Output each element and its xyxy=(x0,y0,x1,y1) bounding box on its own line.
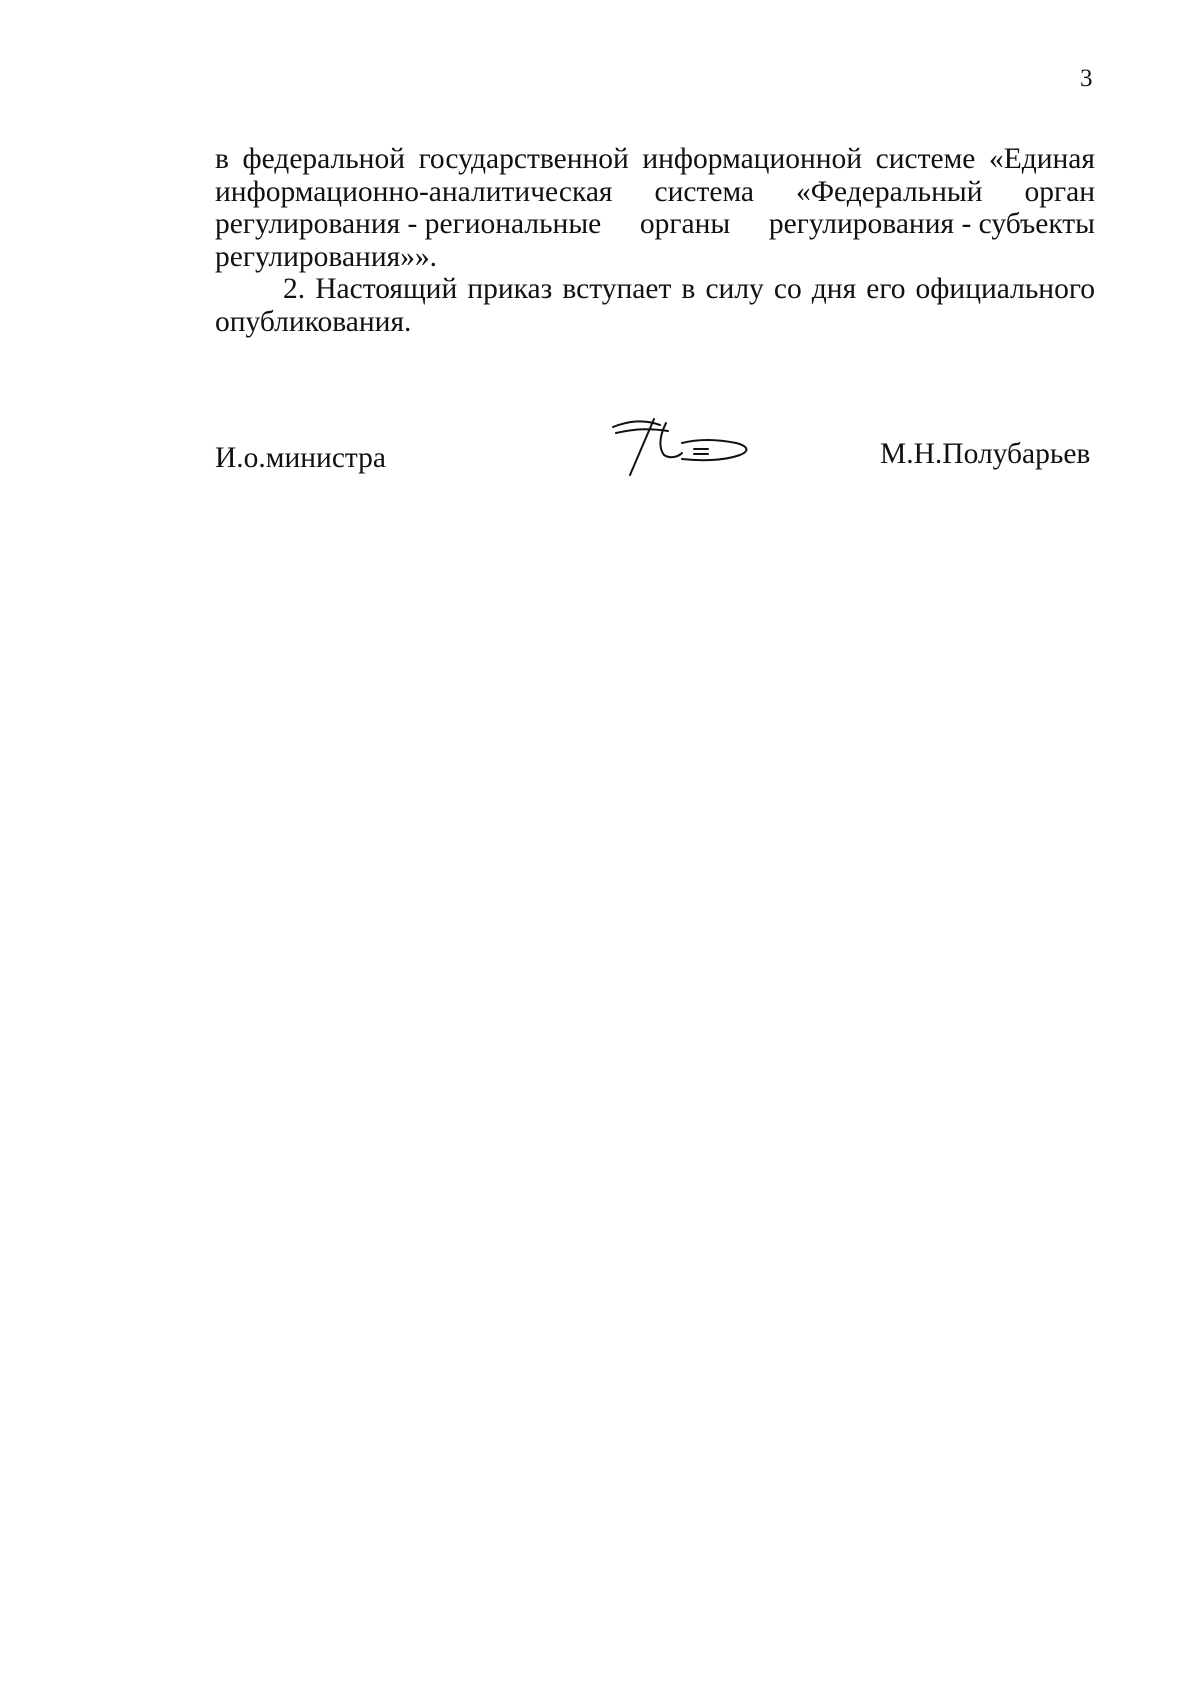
word: «Единая xyxy=(988,143,1095,175)
word: органы xyxy=(639,208,731,240)
word: в xyxy=(681,273,696,305)
paragraph-1-line-2 xyxy=(215,176,1095,209)
word: официального xyxy=(915,273,1095,305)
word: силу xyxy=(705,273,764,305)
page-number: 3 xyxy=(1080,65,1093,92)
word: информационно-аналитическая xyxy=(215,175,613,208)
word: приказ xyxy=(467,273,553,305)
word: орган xyxy=(1024,175,1095,208)
paragraph-1-line-4: регулирования»». xyxy=(215,240,438,273)
handwritten-signature-icon xyxy=(608,413,758,483)
word: государственной xyxy=(418,143,629,175)
word: регулирования - региональные xyxy=(215,208,602,240)
word: система xyxy=(654,175,755,208)
paragraph-1-line-1 xyxy=(215,143,1095,176)
signatory-title: И.о.министра xyxy=(215,442,387,474)
signature-block xyxy=(215,437,1095,497)
word: в xyxy=(215,143,229,175)
word: 2. xyxy=(283,273,306,305)
paragraph-2-line-1 xyxy=(215,273,1095,306)
body-text xyxy=(215,143,1095,338)
word: системе xyxy=(875,143,976,175)
word: Настоящий xyxy=(315,273,458,305)
word: его xyxy=(866,273,906,305)
paragraph-2-line-2: опубликования. xyxy=(215,305,412,338)
paragraph-1-line-3 xyxy=(215,208,1095,241)
word: со xyxy=(773,273,802,305)
word: дня xyxy=(811,273,857,305)
signatory-name: М.Н.Полубарьев xyxy=(880,438,1091,470)
word: вступает xyxy=(562,273,672,305)
word: федеральной xyxy=(242,143,406,175)
word: регулирования - субъекты xyxy=(768,208,1095,240)
word: информационной xyxy=(642,143,863,175)
word: «Федеральный xyxy=(795,175,983,208)
